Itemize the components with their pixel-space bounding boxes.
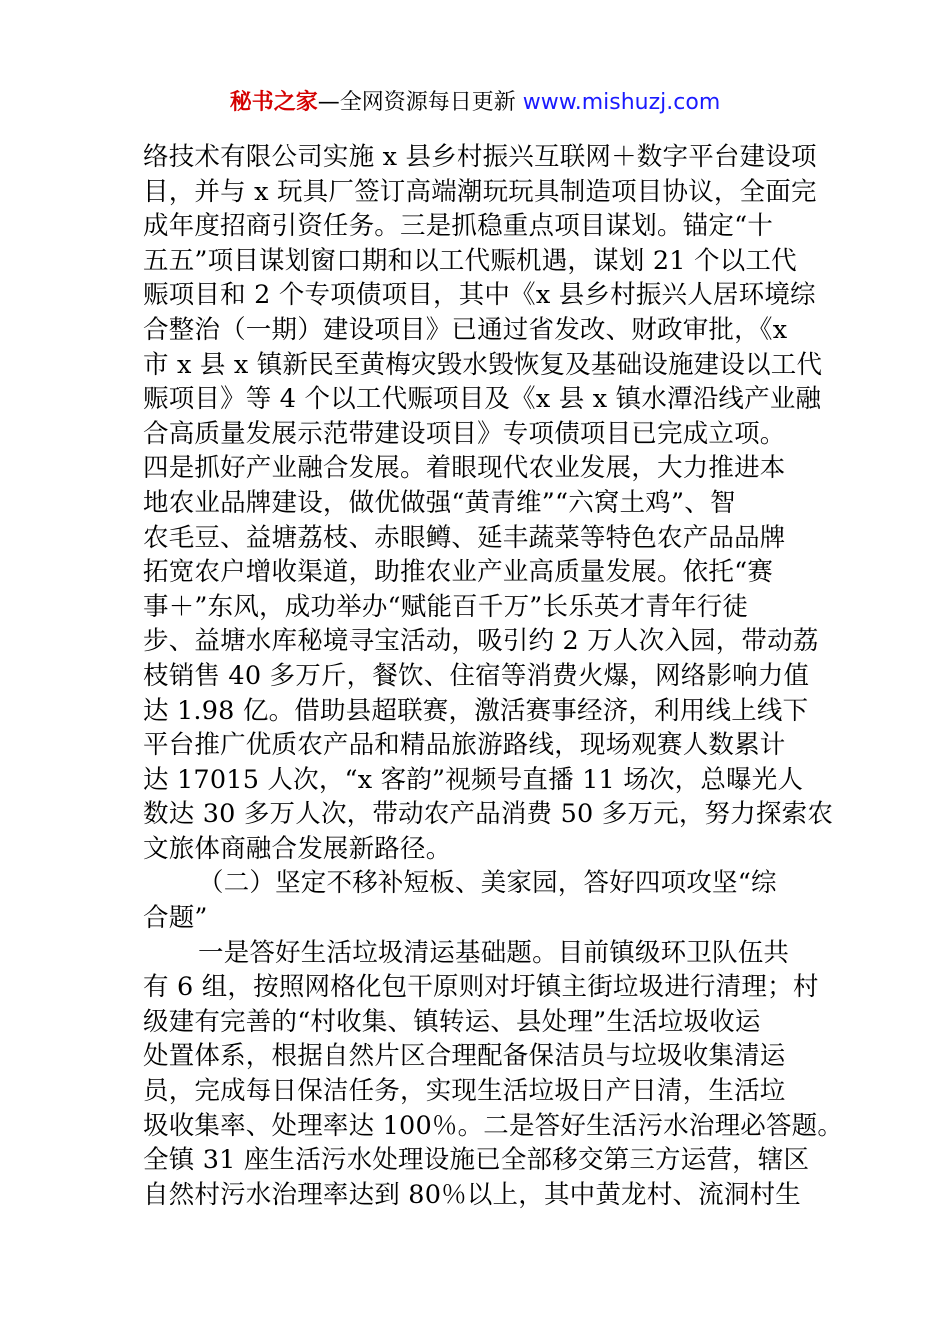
header-tagline: 全网资源每日更新 [339,90,516,115]
text-line: 目，并与 x 玩具厂签订高端潮玩玩具制造项目协议，全面完 [143,176,817,207]
text-line: 步、益塘水库秘境寻宝活动，吸引约 2 万人次入园，带动荔 [143,626,819,657]
text-line: 员，完成每日保洁任务，实现生活垃圾日产日清，生活垃 [143,1076,786,1107]
site-url-link[interactable]: www.mishuzj.com [522,90,721,115]
text-line: 合整治（一期）建设项目》已通过省发改、财政审批，《x [143,314,788,345]
text-line: 自然村污水治理率达到 80％以上，其中黄龙村、流洞村生 [143,1179,801,1210]
text-line: 平台推广优质农产品和精品旅游路线，现场观赛人数累计 [143,730,786,761]
text-line: 四是抓好产业融合发展。着眼现代农业发展，大力推进本 [143,453,786,484]
text-line: 地农业品牌建设，做优做强“黄青维”“六窝土鸡”、智 [143,487,736,518]
site-header [0,88,950,118]
text-line: 成年度招商引资任务。三是抓稳重点项目谋划。锚定“十 [143,211,774,242]
text-line: 处置体系，根据自然片区合理配备保洁员与垃圾收集清运 [143,1041,786,1072]
site-brand: 秘书之家 [229,90,318,115]
text-line: 赈项目和 2 个专项债项目，其中《x 县乡村振兴人居环境综 [143,280,816,311]
text-line: 事＋”东风，成功举办“赋能百千万”长乐英才青年行徒 [143,591,749,622]
text-line: 文旅体商融合发展新路径。 [143,833,452,864]
header-separator: — [317,90,340,115]
text-line: 市 x 县 x 镇新民至黄梅灾毁水毁恢复及基础设施建设以工代 [143,349,823,380]
text-line: 达 17015 人次，“x 客韵”视频号直播 11 场次，总曝光人 [143,764,804,795]
text-line: 拓宽农户增收渠道，助推农业产业高质量发展。依托“赛 [143,557,774,588]
text-line: 赈项目》等 4 个以工代赈项目及《x 县 x 镇水潭沿线产业融 [143,384,822,415]
text-line: 达 1.98 亿。借助县超联赛，激活赛事经济，利用线上线下 [143,695,809,726]
section-heading: （二）坚定不移补短板、美家园，答好四项攻坚“综 [198,868,777,899]
text-line: 合高质量发展示范带建设项目》专项债项目已完成立项。 [143,418,786,449]
text-line: 级建有完善的“村收集、镇转运、县处理”生活垃圾收运 [143,1006,761,1037]
text-line: 有 6 组，按照网格化包干原则对圩镇主街垃圾进行清理；村 [143,972,819,1003]
document-body [143,140,844,1212]
text-line: 全镇 31 座生活污水处理设施已全部移交第三方运营，辖区 [143,1145,810,1176]
section-heading-continued: 合题” [143,903,208,934]
text-line: 五五”项目谋划窗口期和以工代赈机遇，谋划 21 个以工代 [143,245,797,276]
text-line: 数达 30 多万人次，带动农产品消费 50 多万元，努力探索农 [143,799,834,830]
text-line: 枝销售 40 多万斤，餐饮、住宿等消费火爆，网络影响力值 [143,660,810,691]
text-line: 圾收集率、处理率达 100％。二是答好生活污水治理必答题。 [143,1110,844,1141]
paragraph-start: 一是答好生活垃圾清运基础题。目前镇级环卫队伍共 [198,937,790,968]
text-line: 农毛豆、益塘荔枝、赤眼鳟、延丰蔬菜等特色农产品品牌 [143,522,786,553]
text-line: 络技术有限公司实施 x 县乡村振兴互联网＋数字平台建设项 [143,142,817,172]
